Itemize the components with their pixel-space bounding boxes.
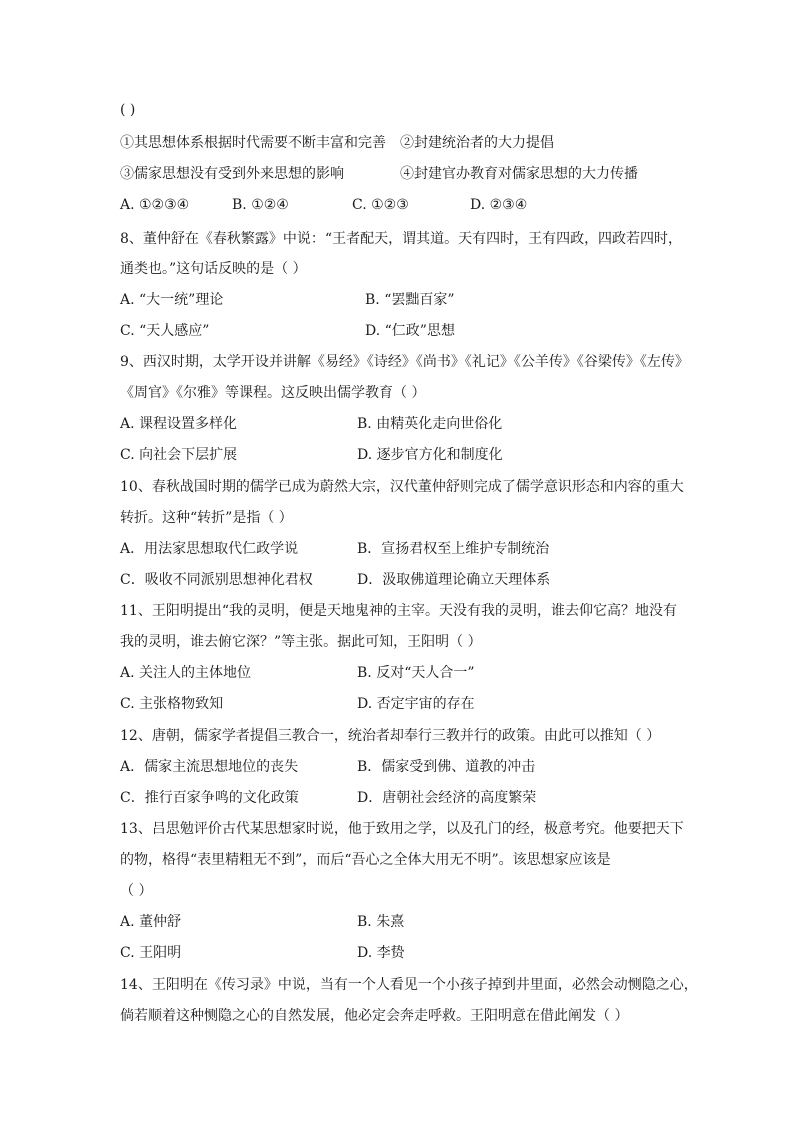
q7-option-c: C. ①②③ (352, 197, 409, 213)
q8-option-a: A. “大一统”理论 (120, 292, 224, 308)
q8-option-c: C. “天人感应” (120, 323, 210, 339)
q11-stem-line1: 11、王阳明提出“我的灵明，便是天地鬼神的主宰。天没有我的灵明，谁去仰它高？地没有 (120, 603, 677, 619)
q12-option-a: A．儒家主流思想地位的丧失 (120, 759, 299, 775)
q9-option-d: D. 逐步官方化和制度化 (357, 447, 503, 463)
q9-option-b: B. 由精英化走向世俗化 (357, 416, 503, 432)
q9-option-a: A. 课程设置多样化 (120, 416, 238, 432)
q11-option-d: D. 否定宇宙的存在 (357, 696, 475, 712)
q11-option-b: B. 反对“天人合一” (357, 665, 475, 681)
q10-option-b: B．宣扬君权至上维护专制统治 (357, 541, 550, 557)
q7-option-d: D. ②③④ (470, 197, 528, 213)
q10-option-a: A．用法家思想取代仁政学说 (120, 541, 299, 557)
answer-blank: ( ) (120, 102, 136, 118)
q9-option-c: C. 向社会下层扩展 (120, 447, 238, 463)
q13-answer-blank: （ ） (120, 883, 153, 899)
q14-stem-line2: 倘若顺着这种恻隐之心的自然发展，他必定会奔走呼救。王阳明意在借此阐发（ ） (120, 1008, 629, 1024)
q10-stem-line1: 10、春秋战国时期的儒学已成为蔚然大宗，汉代董仲舒则完成了儒学意识形态和内容的重大 (120, 479, 684, 495)
q7-option-b: B. ①②④ (232, 197, 289, 213)
q10-option-c: C．吸收不同派别思想神化君权 (120, 572, 313, 588)
q7-option-a: A. ①②③④ (120, 197, 190, 213)
q11-stem-line2: 我的灵明，谁去俯它深？”等主张。据此可知，王阳明（ ） (120, 634, 482, 650)
q10-option-d: D．汲取佛道理论确立天理体系 (357, 572, 551, 588)
q11-option-c: C. 主张格物致知 (120, 696, 224, 712)
q7-statement-1: ①其思想体系根据时代需要不断丰富和完善 (120, 135, 386, 151)
q7-statement-4: ④封建官办教育对儒家思想的大力传播 (400, 166, 638, 182)
q7-statement-2: ②封建统治者的大力提倡 (400, 135, 554, 151)
q13-option-d: D. 李贽 (357, 945, 405, 961)
q13-stem-line2: 的物，格得“表里精粗无不到”，而后“吾心之全体大用无不明”。该思想家应该是 (120, 852, 611, 868)
q13-option-a: A. 董仲舒 (120, 914, 182, 930)
q8-stem-line1: 8、董仲舒在《春秋繁露》中说：“王者配天，谓其道。天有四时，王有四政，四政若四时， (120, 231, 683, 247)
q12-stem-line1: 12、唐朝，儒家学者提倡三教合一，统治者却奉行三教并行的政策。由此可以推知（ ） (120, 728, 661, 744)
q13-option-c: C. 王阳明 (120, 945, 182, 961)
q14-stem-line1: 14、王阳明在《传习录》中说，当有一个人看见一个小孩子掉到井里面，必然会动恻隐之心， (120, 977, 698, 993)
q8-option-d: D. “仁政”思想 (365, 323, 455, 339)
q10-stem-line2: 转折。这种“转折”是指（ ） (120, 510, 293, 526)
q13-option-b: B. 朱熹 (357, 914, 405, 930)
q12-option-b: B．儒家受到佛、道教的冲击 (357, 759, 536, 775)
q8-stem-line2: 通类也。”这句话反映的是（ ） (120, 261, 307, 277)
q13-stem-line1: 13、吕思勉评价古代某思想家时说，他于致用之学，以及孔门的经，极意考究。他要把天下 (120, 821, 684, 837)
q9-stem-line1: 9、西汉时期，太学开设并讲解《易经》《诗经》《尚书》《礼记》《公羊传》《谷梁传》《左传》 (120, 354, 689, 370)
q7-statement-3: ③儒家思想没有受到外来思想的影响 (120, 166, 344, 182)
q9-stem-line2: 《周官》《尔雅》等课程。这反映出儒学教育（ ） (120, 385, 426, 401)
q12-option-d: D．唐朝社会经济的高度繁荣 (357, 790, 537, 806)
q11-option-a: A. 关注人的主体地位 (120, 665, 252, 681)
q12-option-c: C．推行百家争鸣的文化政策 (120, 790, 299, 806)
q8-option-b: B. “罢黜百家” (365, 292, 455, 308)
